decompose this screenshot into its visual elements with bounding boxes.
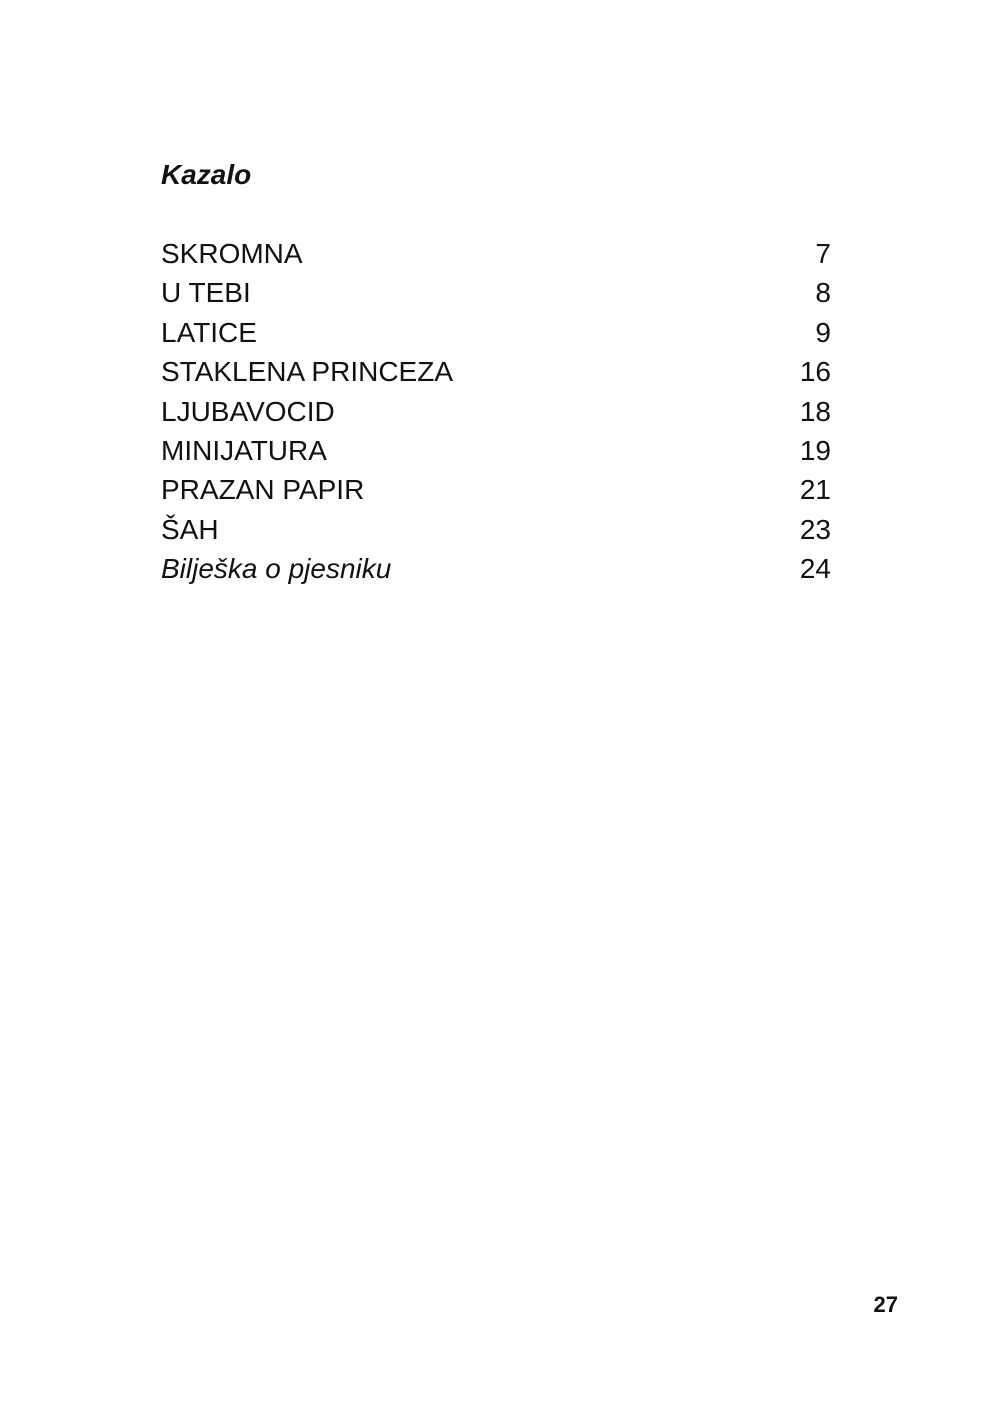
- toc-entry-title: LATICE: [161, 316, 257, 348]
- toc-entry: [161, 392, 831, 431]
- toc-entry-page: 7: [815, 238, 831, 269]
- toc-entry-page: 8: [815, 277, 831, 309]
- toc-entry: [161, 234, 831, 273]
- toc-entry-title: STAKLENA PRINCEZA: [161, 356, 454, 388]
- toc-entry-title: SKROMNA: [161, 238, 303, 269]
- table-of-contents: [161, 234, 831, 589]
- toc-entry: [161, 510, 831, 549]
- toc-entry: [161, 273, 831, 312]
- toc-entry-title: LJUBAVOCID: [161, 395, 335, 427]
- toc-entry-page: 18: [799, 395, 831, 427]
- toc-entry-title: MINIJATURA: [161, 434, 327, 466]
- toc-entry-page: 21: [799, 474, 831, 506]
- toc-entry-page: 19: [799, 434, 831, 466]
- toc-entry-title: PRAZAN PAPIR: [161, 474, 365, 506]
- page-title: Kazalo: [161, 159, 252, 190]
- toc-entry-page: 24: [799, 553, 831, 585]
- toc-entry-page: 23: [799, 513, 831, 545]
- toc-entry: [161, 313, 831, 352]
- toc-entry: [161, 470, 831, 509]
- toc-entry-page: 16: [799, 356, 831, 388]
- toc-entry: [161, 352, 831, 391]
- toc-entry-page: 9: [815, 316, 831, 348]
- toc-entry-title: Bilješka o pjesniku: [161, 553, 392, 585]
- page-number: 27: [873, 1292, 898, 1317]
- toc-entry: [161, 549, 831, 588]
- toc-entry: [161, 431, 831, 470]
- toc-entry-title: U TEBI: [161, 277, 251, 309]
- toc-entry-title: ŠAH: [161, 513, 219, 545]
